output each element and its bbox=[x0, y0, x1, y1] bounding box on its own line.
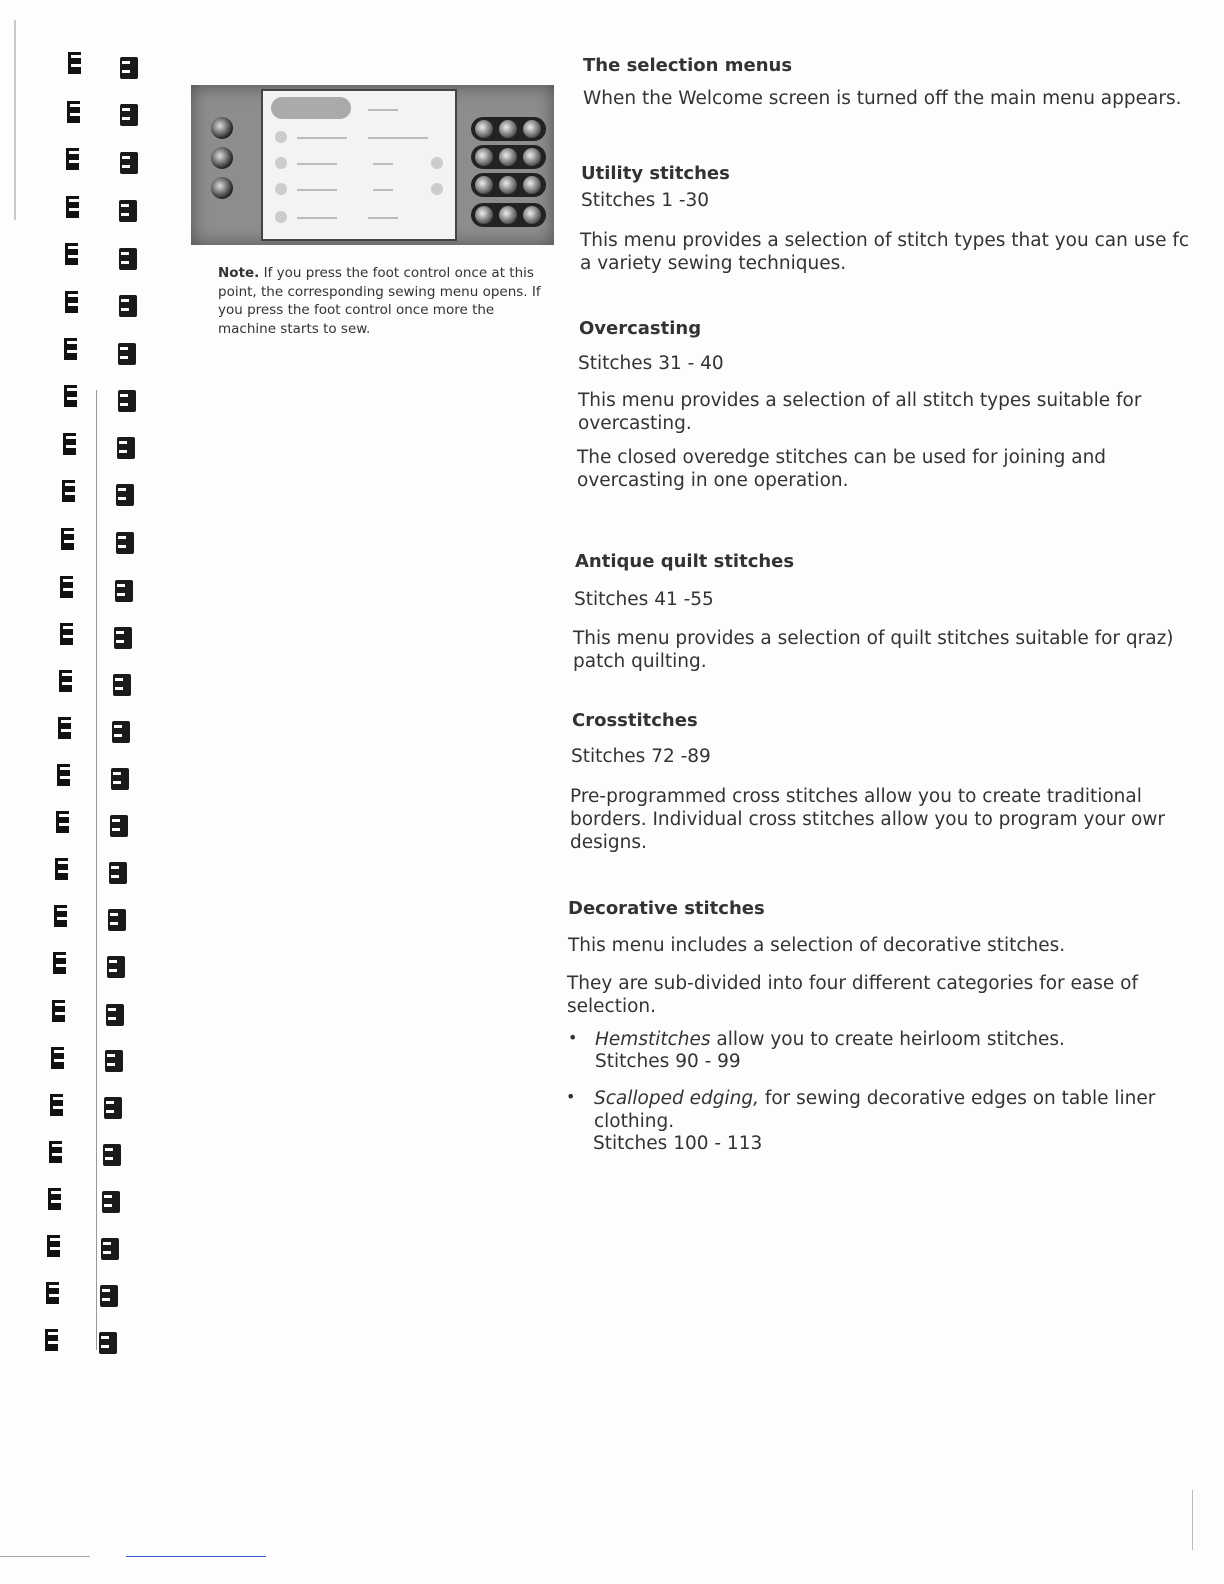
menu-highlight bbox=[271, 97, 351, 119]
binding-ring bbox=[108, 909, 126, 931]
menu-line bbox=[368, 109, 398, 111]
scalloped-term: Scalloped edging, bbox=[594, 1088, 759, 1109]
binding-ring bbox=[105, 1050, 123, 1072]
binding-hole bbox=[68, 52, 81, 74]
utility-stitches-body: This menu provides a selection of stitch types that you can use fc a variety sewing techniques. bbox=[580, 230, 1190, 274]
binding-ring bbox=[113, 674, 131, 696]
binding-hole bbox=[65, 243, 78, 265]
binding-hole bbox=[58, 717, 71, 739]
binding-hole bbox=[56, 811, 69, 833]
crosstitches-body: Pre-programmed cross stitches allow you to create traditional borders. Individual cross stitches allow you to program your owr designs. bbox=[570, 786, 1166, 853]
menu-line bbox=[368, 137, 428, 139]
binding-hole bbox=[66, 148, 79, 170]
binding-ring bbox=[119, 200, 137, 222]
overcasting-body-2: The closed overedge stitches can be used for joining and overcasting in one operation. bbox=[577, 447, 1107, 491]
binding-ring bbox=[118, 343, 136, 365]
main-menu-screen-image bbox=[191, 85, 554, 245]
binding-ring bbox=[100, 1285, 118, 1307]
decorative-body-2: They are sub-divided into four different categories for ease of selection. bbox=[567, 973, 1138, 1017]
menu-dot bbox=[275, 131, 287, 143]
note-body: If you press the foot control once at this point, the corresponding sewing menu opens. If you press the foot control once more the machine starts to sew. bbox=[218, 265, 541, 337]
left-knob bbox=[211, 147, 233, 169]
hemstitches-term: Hemstitches bbox=[595, 1029, 711, 1050]
binding-ring bbox=[109, 862, 127, 884]
binding-ring bbox=[106, 1004, 124, 1026]
hemstitches-range: Stitches 90 - 99 bbox=[595, 1051, 741, 1072]
right-button-pair bbox=[471, 145, 546, 169]
note-text bbox=[218, 264, 548, 338]
binding-hole bbox=[50, 1094, 63, 1116]
binding-ring bbox=[119, 248, 137, 270]
binding-hole bbox=[59, 670, 72, 692]
binding-hole bbox=[55, 858, 68, 880]
right-button-pair bbox=[471, 203, 546, 227]
left-knob bbox=[211, 177, 233, 199]
hemstitches-text: allow you to create heirloom stitches. bbox=[710, 1029, 1065, 1050]
binding-ring bbox=[116, 532, 134, 554]
left-knob bbox=[211, 117, 233, 139]
bullet-scalloped: • bbox=[566, 1087, 576, 1106]
menu-line bbox=[297, 137, 347, 139]
binding-hole bbox=[63, 433, 76, 455]
binding-ring bbox=[107, 956, 125, 978]
heading-utility-stitches: Utility stitches bbox=[581, 163, 730, 184]
right-button-pair bbox=[471, 173, 546, 197]
heading-crosstitches: Crosstitches bbox=[572, 710, 698, 731]
heading-decorative-stitches: Decorative stitches bbox=[568, 898, 765, 919]
hemstitches-item bbox=[595, 1028, 1155, 1051]
binding-ring bbox=[118, 390, 136, 412]
antique-quilt-body: This menu provides a selection of quilt stitches suitable for qraz) patch quilting. bbox=[573, 628, 1174, 672]
binding-ring bbox=[104, 1097, 122, 1119]
right-button-pair bbox=[471, 117, 546, 141]
note-label: Note. bbox=[218, 265, 260, 281]
binding-ring bbox=[101, 1238, 119, 1260]
menu-dot bbox=[431, 157, 443, 169]
heading-overcasting: Overcasting bbox=[579, 318, 702, 339]
binding-hole bbox=[48, 1188, 61, 1210]
binding-hole bbox=[67, 101, 80, 123]
binding-ring bbox=[120, 104, 138, 126]
menu-dot bbox=[275, 157, 287, 169]
menu-dot bbox=[431, 183, 443, 195]
menu-line bbox=[373, 163, 393, 165]
menu-line bbox=[297, 163, 337, 165]
binding-ring bbox=[111, 768, 129, 790]
menu-line bbox=[297, 217, 337, 219]
antique-quilt-range: Stitches 41 -55 bbox=[574, 589, 714, 610]
bullet-hemstitches: • bbox=[568, 1028, 578, 1047]
binding-hole bbox=[47, 1235, 60, 1257]
utility-stitches-range: Stitches 1 -30 bbox=[581, 190, 710, 211]
screen-display bbox=[261, 89, 457, 241]
crosstitches-range: Stitches 72 -89 bbox=[571, 746, 711, 767]
scalloped-range: Stitches 100 - 113 bbox=[593, 1133, 763, 1154]
binding-hole bbox=[49, 1141, 62, 1163]
binding-hole bbox=[61, 528, 74, 550]
binding-hole bbox=[53, 952, 66, 974]
binding-hole bbox=[60, 576, 73, 598]
binding-hole bbox=[64, 338, 77, 360]
scalloped-item bbox=[594, 1087, 1169, 1133]
binding-ring bbox=[110, 815, 128, 837]
menu-dot bbox=[275, 183, 287, 195]
binding-ring bbox=[120, 152, 138, 174]
binding-ring bbox=[103, 1144, 121, 1166]
menu-line bbox=[297, 189, 337, 191]
bottom-link-rule bbox=[126, 1556, 266, 1557]
binding-strip bbox=[0, 0, 180, 1584]
spine-line bbox=[96, 390, 97, 1350]
heading-selection-menus: The selection menus bbox=[583, 55, 793, 76]
binding-hole bbox=[45, 1329, 58, 1351]
binding-ring bbox=[116, 484, 134, 506]
decorative-body-1: This menu includes a selection of decorative stitches. bbox=[568, 935, 1066, 956]
overcasting-range: Stitches 31 - 40 bbox=[578, 353, 724, 374]
binding-hole bbox=[64, 385, 77, 407]
binding-ring bbox=[112, 721, 130, 743]
binding-hole bbox=[57, 764, 70, 786]
binding-ring bbox=[99, 1332, 117, 1354]
binding-hole bbox=[46, 1282, 59, 1304]
scalloped-text: for sewing decorative edges on table liner clothing. bbox=[594, 1088, 1156, 1132]
selection-menus-body: When the Welcome screen is turned off the main menu appears. bbox=[583, 88, 1182, 109]
binding-hole bbox=[52, 1000, 65, 1022]
binding-ring bbox=[117, 437, 135, 459]
binding-ring bbox=[114, 627, 132, 649]
right-edge-mark bbox=[1192, 1490, 1193, 1550]
bottom-rule bbox=[0, 1556, 90, 1557]
binding-ring bbox=[120, 57, 138, 79]
menu-dot bbox=[275, 211, 287, 223]
binding-hole bbox=[66, 196, 79, 218]
binding-hole bbox=[62, 480, 75, 502]
binding-hole bbox=[54, 905, 67, 927]
page-edge-line bbox=[14, 20, 16, 220]
binding-ring bbox=[119, 295, 137, 317]
menu-line bbox=[368, 217, 398, 219]
overcasting-body-1: This menu provides a selection of all stitch types suitable for overcasting. bbox=[578, 390, 1142, 434]
binding-hole bbox=[51, 1047, 64, 1069]
binding-hole bbox=[65, 291, 78, 313]
heading-antique-quilt: Antique quilt stitches bbox=[575, 551, 795, 572]
binding-ring bbox=[102, 1191, 120, 1213]
binding-hole bbox=[60, 623, 73, 645]
menu-line bbox=[373, 189, 393, 191]
binding-ring bbox=[115, 580, 133, 602]
